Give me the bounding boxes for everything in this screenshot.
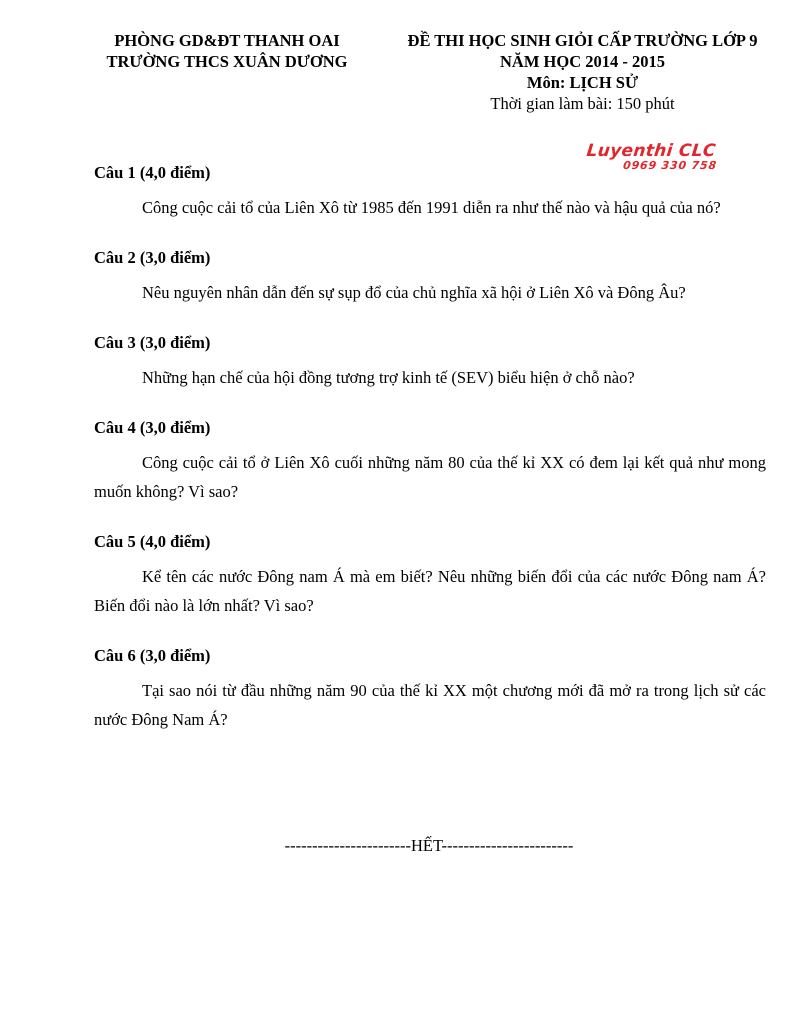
question-4 (94, 418, 766, 506)
question-text: Công cuộc cải tổ ở Liên Xô cuối những năm 80 của thế kỉ XX có đem lại kết quả như mong muốn không? Vì sao? (94, 453, 766, 501)
question-title: Câu 2 (3,0 điểm) (94, 248, 211, 267)
question-2 (94, 248, 766, 307)
question-title: Câu 5 (4,0 điểm) (94, 532, 211, 551)
department-name: PHÒNG GD&ĐT THANH OAI (114, 31, 340, 50)
question-title: Câu 1 (4,0 điểm) (94, 163, 211, 182)
question-text: Kể tên các nước Đông nam Á mà em biết? Nêu những biến đổi của các nước Đông nam Á? Biến đổi nào là lớn nhất? Vì sao? (94, 567, 766, 615)
question-6 (94, 646, 766, 734)
exam-duration: Thời gian làm bài: 150 phút (490, 94, 675, 113)
question-text: Những hạn chế của hội đồng tương trợ kinh tế (SEV) biểu hiện ở chỗ nào? (142, 368, 635, 387)
question-text: Công cuộc cải tổ của Liên Xô từ 1985 đến 1991 diễn ra như thế nào và hậu quả của nó? (142, 198, 721, 217)
watermark-brand: Luyenthi CLC (585, 141, 717, 161)
question-title: Câu 6 (3,0 điểm) (94, 646, 211, 665)
exam-subject: Môn: LỊCH SỬ (526, 73, 639, 92)
question-text: Nêu nguyên nhân dẫn đến sự sụp đổ của chủ nghĩa xã hội ở Liên Xô và Đông Âu? (142, 283, 686, 302)
exam-header (385, 30, 780, 114)
watermark-phone: 0969 330 758 (622, 159, 718, 172)
question-3 (94, 333, 766, 392)
question-list (94, 163, 766, 760)
question-title: Câu 3 (3,0 điểm) (94, 333, 211, 352)
question-5 (94, 532, 766, 620)
question-title: Câu 4 (3,0 điểm) (94, 418, 211, 437)
school-header (62, 30, 392, 72)
question-text: Tại sao nói từ đầu những năm 90 của thế kỉ XX một chương mới đã mở ra trong lịch sử các nước Đông Nam Á? (94, 681, 766, 729)
school-year: NĂM HỌC 2014 - 2015 (500, 52, 665, 71)
school-name: TRƯỜNG THCS XUÂN DƯƠNG (106, 52, 348, 71)
question-1 (94, 163, 766, 222)
end-marker: -----------------------HẾT------------------------ (284, 836, 574, 855)
exam-title: ĐỀ THI HỌC SINH GIỎI CẤP TRƯỜNG LỚP 9 (407, 31, 758, 50)
